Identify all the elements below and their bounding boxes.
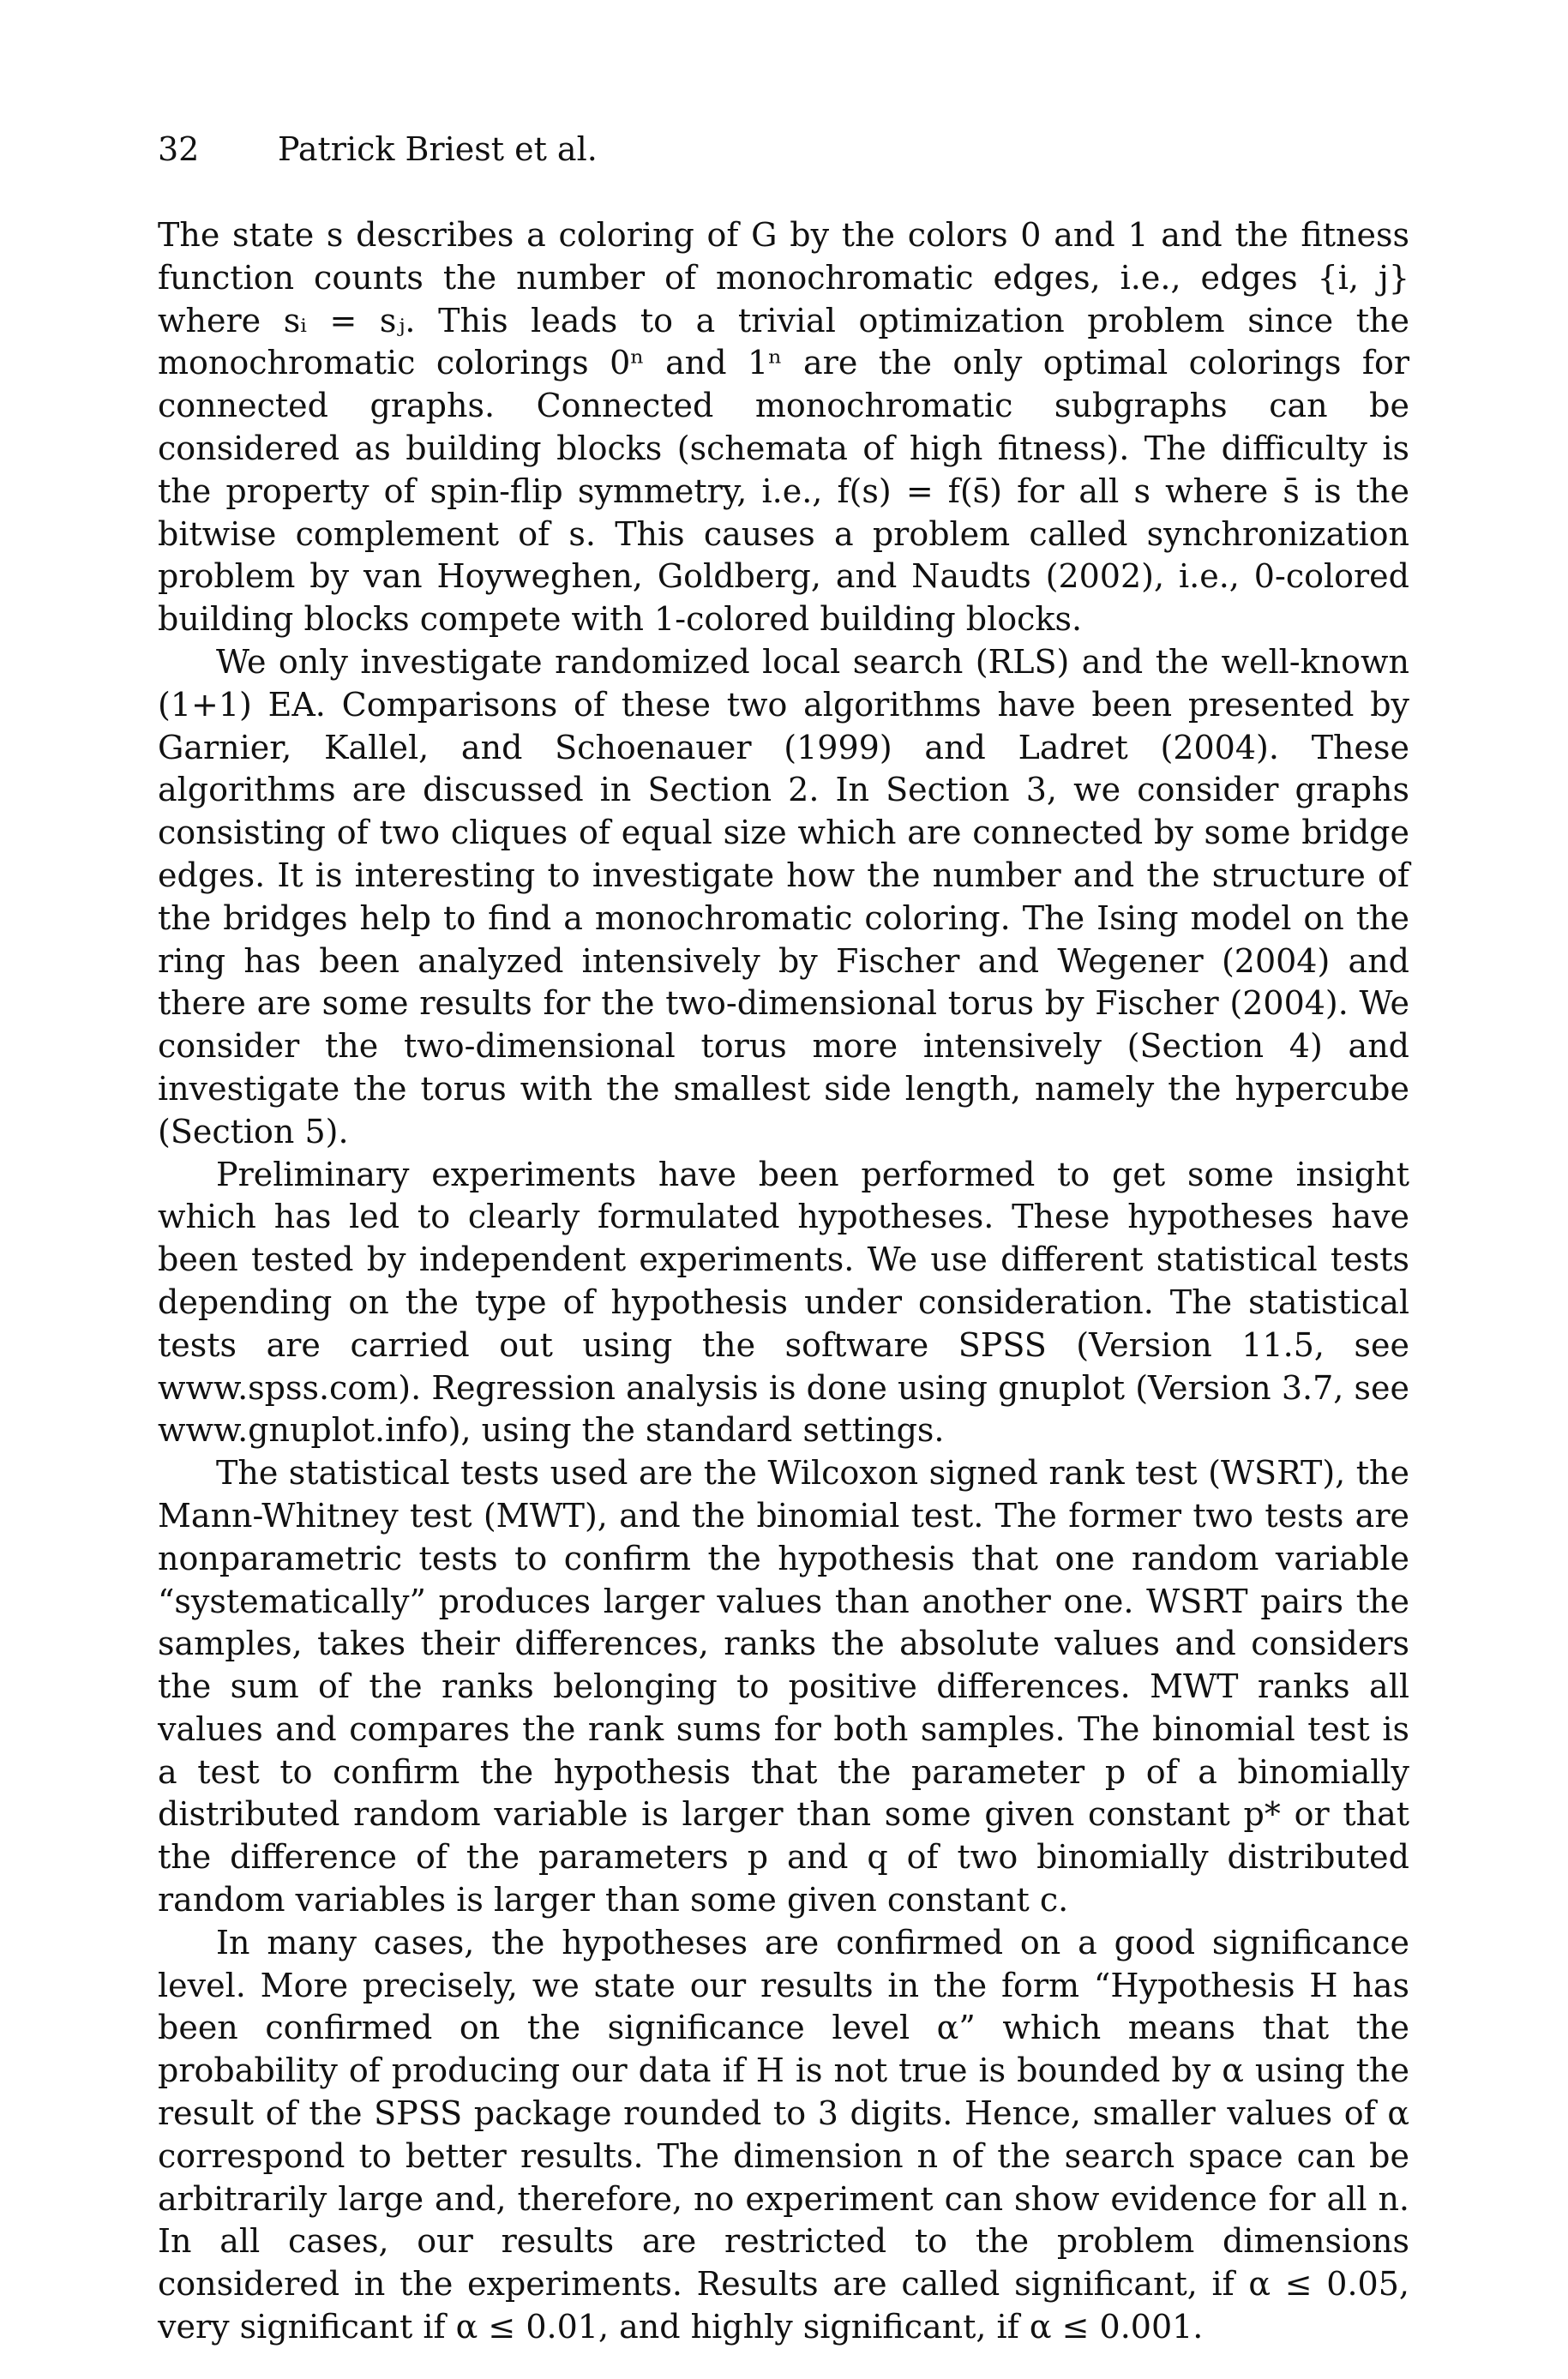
running-head — [158, 129, 598, 170]
page-number: 32 — [158, 130, 200, 168]
body-text — [158, 214, 1409, 2349]
paragraph-5: In many cases, the hypotheses are confirmed on a good significance level. More precisely, we state our results in the form “Hypothesis H has been confirmed on the significance level α” which means that the probability of producing our data if H is not true is bounded by α using the result of the SPSS package rounded to 3 digits. Hence, smaller values of α correspond to better results. The dimension n of the search space can be arbitrarily large and, therefore, no experiment can show evidence for all n. In all cases, our results are restricted to the problem dimensions considered in the experiments. Results are called significant, if α ≤ 0.05, very significant if α ≤ 0.01, and highly significant, if α ≤ 0.001. — [158, 1923, 1409, 2346]
paragraph-4: The statistical tests used are the Wilcoxon signed rank test (WSRT), the Mann-Whitney test (MWT), and the binomial test. The former two tests are nonparametric tests to confirm the hypothesis that one random variable “systematically” produces larger values than another one. WSRT pairs the samples, takes their differences, ranks the absolute values and considers the sum of the ranks belonging to positive differences. MWT ranks all values and compares the rank sums for both samples. The binomial test is a test to confirm the hypothesis that the parameter p of a binomially distributed random variable is larger than some given constant p* or that the difference of the parameters p and q of two binomially distributed random variables is larger than some given constant c. — [158, 1454, 1409, 1919]
running-title: Patrick Briest et al. — [278, 130, 598, 168]
paragraph-2: We only investigate randomized local search (RLS) and the well-known (1+1) EA. Comparisons of these two algorithms have been presented by Garnier, Kallel, and Schoenauer (1999) and Ladret (2004). These algorithms are discussed in Section 2. In Section 3, we consider graphs consisting of two cliques of equal size which are connected by some bridge edges. It is interesting to investigate how the number and the structure of the bridges help to find a monochromatic coloring. The Ising model on the ring has been analyzed intensively by Fischer and Wegener (2004) and there are some results for the two-dimensional torus by Fischer (2004). We consider the two-dimensional torus more intensively (Section 4) and investigate the torus with the smallest side length, namely the hypercube (Section 5). — [158, 642, 1409, 1150]
paragraph-3: Preliminary experiments have been performed to get some insight which has led to clearly formulated hypotheses. These hypotheses have been tested by independent experiments. We use different statistical tests depending on the type of hypothesis under consideration. The statistical tests are carried out using the software SPSS (Version 11.5, see www.spss.com). Regression analysis is done using gnuplot (Version 3.7, see www.gnuplot.info), using the standard settings. — [158, 1155, 1409, 1450]
paragraph-1: The state s describes a coloring of G by the colors 0 and 1 and the fitness function counts the number of monochromatic edges, i.e., edges {i, j} where sᵢ = sⱼ. This leads to a trivial optimization problem since the monochromatic colorings 0ⁿ and 1ⁿ are the only optimal colorings for connected graphs. Connected monochromatic subgraphs can be considered as building blocks (schemata of high fitness). The difficulty is the property of spin-flip symmetry, i.e., f(s) = f(s̄) for all s where s̄ is the bitwise complement of s. This causes a problem called synchronization problem by van Hoyweghen, Goldberg, and Naudts (2002), i.e., 0-colored building blocks compete with 1-colored building blocks. — [158, 216, 1409, 639]
